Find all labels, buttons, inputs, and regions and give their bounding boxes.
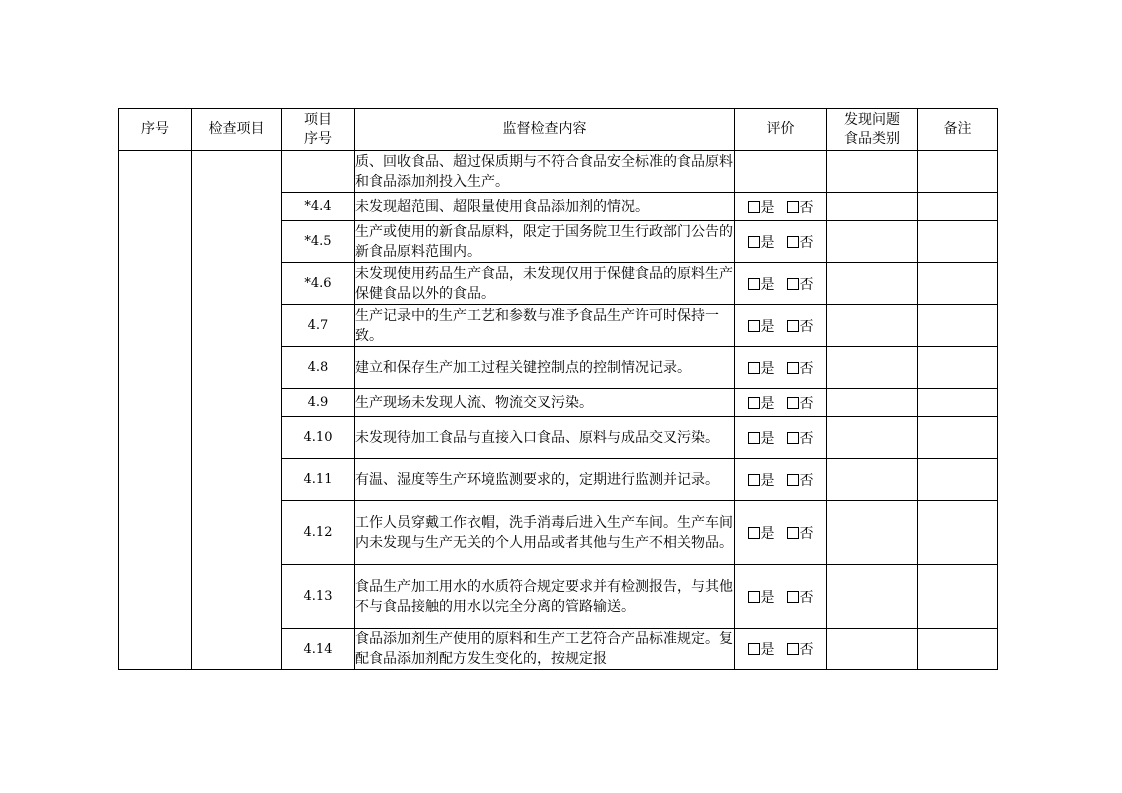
yes-checkbox[interactable] — [748, 527, 760, 539]
inspection-content-cell: 有温、湿度等生产环境监测要求的，定期进行监测并记录。 — [355, 459, 735, 501]
evaluation-cell — [735, 629, 827, 670]
no-checkbox[interactable] — [787, 474, 799, 486]
no-option[interactable] — [787, 358, 814, 378]
no-label: 否 — [799, 430, 814, 447]
no-option[interactable] — [787, 523, 814, 543]
no-checkbox[interactable] — [787, 527, 799, 539]
yes-label: 是 — [760, 642, 775, 658]
item-number-cell: *4.6 — [282, 263, 355, 305]
yes-label: 是 — [760, 199, 775, 216]
yes-checkbox[interactable] — [748, 591, 760, 603]
yes-label: 是 — [760, 430, 775, 447]
item-number-cell: 4.8 — [282, 347, 355, 389]
yes-checkbox[interactable] — [748, 397, 760, 409]
remarks-cell[interactable] — [918, 565, 998, 629]
remarks-cell[interactable] — [918, 389, 998, 417]
no-label: 否 — [799, 234, 814, 251]
header-item: 检查项目 — [192, 109, 282, 151]
issue-category-cell[interactable] — [827, 151, 918, 193]
item-number-cell: 4.11 — [282, 459, 355, 501]
evaluation-cell — [735, 565, 827, 629]
no-option[interactable] — [787, 274, 814, 294]
no-checkbox[interactable] — [787, 432, 799, 444]
table-body — [119, 151, 998, 670]
inspection-content-cell: 建立和保存生产加工过程关键控制点的控制情况记录。 — [355, 347, 735, 389]
yes-checkbox[interactable] — [748, 201, 760, 213]
inspection-content-cell: 生产或使用的新食品原料，限定于国务院卫生行政部门公告的新食品原料范围内。 — [355, 221, 735, 263]
remarks-cell[interactable] — [918, 629, 998, 670]
no-checkbox[interactable] — [787, 397, 799, 409]
header-issue-line-1: 发现问题 — [844, 111, 900, 128]
remarks-cell[interactable] — [918, 459, 998, 501]
no-checkbox[interactable] — [787, 320, 799, 332]
inspection-content-cell: 食品生产加工用水的水质符合规定要求并有检测报告，与其他不与食品接触的用水以完全分离的管路输送。 — [355, 565, 735, 629]
yes-label: 是 — [760, 360, 775, 377]
no-label: 否 — [799, 642, 814, 658]
evaluation-cell — [735, 221, 827, 263]
no-checkbox[interactable] — [787, 236, 799, 248]
inspection-content-cell: 食品添加剂生产使用的原料和生产工艺符合产品标准规定。复配食品添加剂配方发生变化的，按规定报 — [355, 629, 735, 670]
issue-category-cell[interactable] — [827, 347, 918, 389]
yes-checkbox[interactable] — [748, 643, 760, 655]
inspection-content-cell: 质、回收食品、超过保质期与不符合食品安全标准的食品原料和食品添加剂投入生产。 — [355, 151, 735, 193]
no-checkbox[interactable] — [787, 362, 799, 374]
issue-category-cell[interactable] — [827, 459, 918, 501]
inspection-table — [118, 108, 998, 670]
issue-category-cell[interactable] — [827, 389, 918, 417]
no-label: 否 — [799, 276, 814, 293]
remarks-cell[interactable] — [918, 305, 998, 347]
no-option[interactable] — [787, 587, 814, 607]
no-label: 否 — [799, 589, 814, 606]
issue-category-cell[interactable] — [827, 221, 918, 263]
evaluation-cell — [735, 417, 827, 459]
yes-option[interactable] — [748, 316, 775, 336]
yes-option[interactable] — [748, 470, 775, 490]
yes-option[interactable] — [748, 639, 775, 659]
no-option[interactable] — [787, 639, 814, 659]
inspection-content-cell: 工作人员穿戴工作衣帽，洗手消毒后进入生产车间。生产车间内未发现与生产无关的个人用品或者其他与生产不相关物品。 — [355, 501, 735, 565]
evaluation-cell — [735, 459, 827, 501]
evaluation-cell — [735, 347, 827, 389]
remarks-cell[interactable] — [918, 193, 998, 221]
yes-checkbox[interactable] — [748, 432, 760, 444]
no-checkbox[interactable] — [787, 643, 799, 655]
no-checkbox[interactable] — [787, 278, 799, 290]
no-label: 否 — [799, 472, 814, 489]
header-item-seq-line-1: 项目 — [304, 111, 332, 128]
item-number-cell: 4.7 — [282, 305, 355, 347]
header-remarks: 备注 — [918, 109, 998, 151]
check-item-cell — [192, 151, 282, 670]
yes-checkbox[interactable] — [748, 320, 760, 332]
issue-category-cell[interactable] — [827, 193, 918, 221]
yes-option[interactable] — [748, 393, 775, 413]
yes-checkbox[interactable] — [748, 236, 760, 248]
yes-option[interactable] — [748, 358, 775, 378]
item-number-cell: 4.9 — [282, 389, 355, 417]
yes-checkbox[interactable] — [748, 362, 760, 374]
header-item-seq-line-2: 序号 — [304, 130, 332, 147]
no-option[interactable] — [787, 393, 814, 413]
issue-category-cell[interactable] — [827, 263, 918, 305]
header-seq: 序号 — [119, 109, 192, 151]
inspection-content-cell: 未发现超范围、超限量使用食品添加剂的情况。 — [355, 193, 735, 221]
inspection-content-cell: 未发现使用药品生产食品，未发现仅用于保健食品的原料生产保健食品以外的食品。 — [355, 263, 735, 305]
no-label: 否 — [799, 395, 814, 412]
inspection-content-cell: 生产现场未发现人流、物流交叉污染。 — [355, 389, 735, 417]
issue-category-cell[interactable] — [827, 501, 918, 565]
no-option[interactable] — [787, 232, 814, 252]
yes-option[interactable] — [748, 428, 775, 448]
yes-label: 是 — [760, 276, 775, 293]
evaluation-cell — [735, 305, 827, 347]
yes-label: 是 — [760, 472, 775, 489]
yes-checkbox[interactable] — [748, 278, 760, 290]
item-number-cell: 4.10 — [282, 417, 355, 459]
yes-option[interactable] — [748, 197, 775, 217]
issue-category-cell[interactable] — [827, 629, 918, 670]
header-issue-category — [827, 109, 918, 151]
issue-category-cell[interactable] — [827, 305, 918, 347]
no-option[interactable] — [787, 316, 814, 336]
remarks-cell[interactable] — [918, 501, 998, 565]
no-option[interactable] — [787, 428, 814, 448]
header-evaluation: 评价 — [735, 109, 827, 151]
item-number-cell: *4.5 — [282, 221, 355, 263]
evaluation-cell — [735, 263, 827, 305]
no-checkbox[interactable] — [787, 201, 799, 213]
item-number-cell: 4.12 — [282, 501, 355, 565]
item-number-cell: *4.4 — [282, 193, 355, 221]
header-issue-line-2: 食品类别 — [844, 130, 900, 147]
issue-category-cell[interactable] — [827, 565, 918, 629]
inspection-content-cell: 生产记录中的生产工艺和参数与准予食品生产许可时保持一致。 — [355, 305, 735, 347]
yes-label: 是 — [760, 525, 775, 542]
no-label: 否 — [799, 360, 814, 377]
yes-checkbox[interactable] — [748, 474, 760, 486]
remarks-cell[interactable] — [918, 151, 998, 193]
yes-label: 是 — [760, 318, 775, 335]
yes-label: 是 — [760, 395, 775, 412]
inspection-content-cell: 未发现待加工食品与直接入口食品、原料与成品交叉污染。 — [355, 417, 735, 459]
seq-cell — [119, 151, 192, 670]
remarks-cell[interactable] — [918, 263, 998, 305]
issue-category-cell[interactable] — [827, 417, 918, 459]
yes-option[interactable] — [748, 274, 775, 294]
evaluation-cell — [735, 151, 827, 193]
yes-option[interactable] — [748, 232, 775, 252]
yes-label: 是 — [760, 234, 775, 251]
evaluation-cell — [735, 389, 827, 417]
header-content: 监督检查内容 — [355, 109, 735, 151]
remarks-cell[interactable] — [918, 417, 998, 459]
no-option[interactable] — [787, 197, 814, 217]
evaluation-cell — [735, 193, 827, 221]
item-number-cell: 4.14 — [282, 629, 355, 670]
yes-option[interactable] — [748, 523, 775, 543]
yes-label: 是 — [760, 589, 775, 606]
no-label: 否 — [799, 525, 814, 542]
remarks-cell[interactable] — [918, 221, 998, 263]
no-option[interactable] — [787, 470, 814, 490]
no-label: 否 — [799, 199, 814, 216]
item-number-cell — [282, 151, 355, 193]
no-label: 否 — [799, 318, 814, 335]
no-checkbox[interactable] — [787, 591, 799, 603]
yes-option[interactable] — [748, 587, 775, 607]
remarks-cell[interactable] — [918, 347, 998, 389]
header-row — [119, 109, 998, 151]
evaluation-cell — [735, 501, 827, 565]
table-row — [119, 151, 998, 193]
header-item-seq — [282, 109, 355, 151]
item-number-cell: 4.13 — [282, 565, 355, 629]
